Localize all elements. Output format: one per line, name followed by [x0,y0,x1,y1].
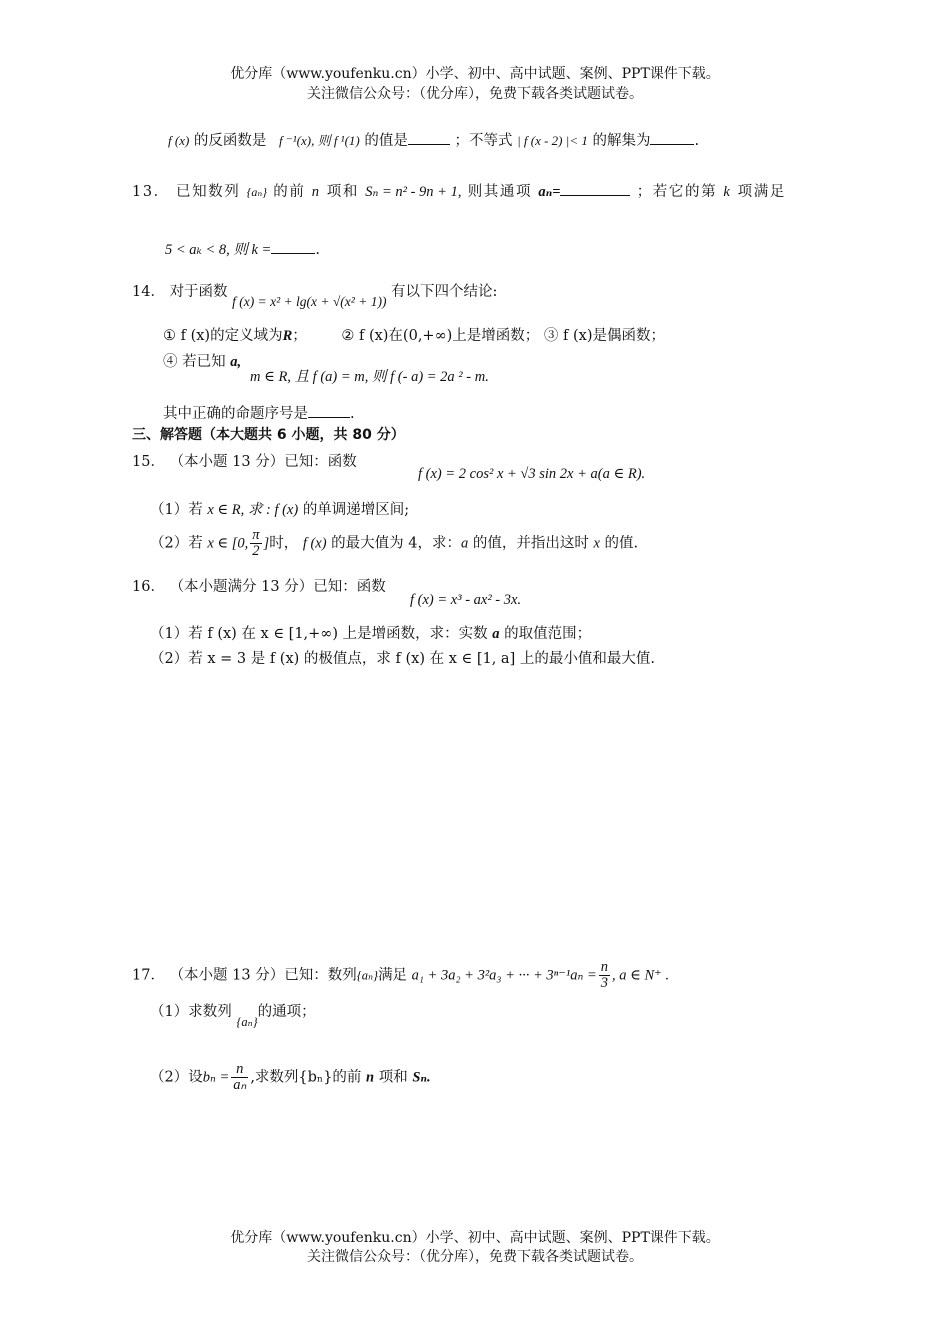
q14-conclusion-1: ① f (x)的定义域为 [163,328,283,344]
q17-part-2-frac-numerator: n [231,1062,248,1078]
q13-text-5: ；若它的第 [636,184,718,200]
q17-n-over-3 [599,960,610,991]
q15-text-1: （本小题 13 分）已知：函数 [169,454,357,470]
q13-k: k [723,184,732,200]
q16-part-2-label: （2）若 [150,651,203,667]
q17-sequence: {aₙ} [356,968,379,983]
q12-inverse: f ⁻¹(x), 则 f ¹(1) [279,133,360,148]
q14-conclusion-3: ③ f (x)是偶函数； [543,328,665,344]
q14-conclusion-1-end: ； [292,328,307,344]
q12-text-3: ；不等式 [454,133,513,149]
q15-part-2-text-1: 的最大值为 4，求： [331,535,462,552]
q15-part-2-when: 时， [269,535,299,552]
q17-text-1: （本小题 13 分）已知：数列 [169,967,357,984]
q13-sequence: {aₙ} [246,185,268,199]
q15-function: f (x) = 2 cos² x + √3 sin 2x + a(a ∈ R). [418,466,646,482]
q13-blank-1 [560,181,630,196]
q17-part-2 [150,1062,431,1093]
q17-part-1 [150,1003,316,1029]
q17-part-2-bn: bₙ = [202,1069,230,1086]
q17-part-2-text-1: ,求数列{bₙ}的前 [250,1069,362,1086]
q14-line-4: 其中正确的命题序号是 . [163,403,355,423]
footer-line-2: 关注微信公众号：（优分库），免费下载各类试题试卷。 [307,1249,643,1265]
q14-text-1: 对于函数 [169,284,228,300]
q14-var-a: a, [230,354,242,370]
q17-condition: , a ∈ N⁺ . [612,967,670,984]
q15-part-2-a: a [461,535,469,552]
q15-part-2 [150,528,638,559]
q15-part-1 [150,501,409,519]
q14-line-2 [163,327,665,345]
q13-an: aₙ= [538,184,561,200]
q16-part-1-a: a [492,626,500,642]
q13-text-3: 项和 [326,184,359,200]
q15-part-1-math: x ∈ R, 求 : f (x) [207,502,299,518]
q15-part-2-fx: f (x) [302,535,327,552]
q15-part-1-text: 的单调递增区间; [302,502,410,518]
q14-conclusion-2: ② f (x)在(0,+∞)上是增函数； [341,328,540,344]
q15-part-2-text-3: 的值. [604,535,639,552]
footer-line-1: 优分库（www.youfenku.cn）小学、初中、高中试题、案例、PPT课件下载。 [230,1230,720,1246]
q16-part-1-label: （1）若 [150,626,203,642]
header-line-1: 优分库（www.youfenku.cn）小学、初中、高中试题、案例、PPT课件下载。 [230,66,720,82]
q15-part-2-text-2: 的值，并指出这时 [472,535,589,552]
section-3-heading: 三、解答题（本大题共 6 小题，共 80 分） [132,427,405,443]
q17-line-1 [132,960,669,991]
q12-blank-2 [650,130,694,145]
q16-part-1-end: 的取值范围； [504,626,592,642]
q16-part-2 [150,650,655,668]
q17-frac-numerator: n [600,959,609,975]
q15-part-2-x: x [593,535,600,552]
q17-part-1-text: 的通项； [257,1004,316,1020]
q17-part-2-frac-denominator: aₙ [233,1077,247,1094]
q16-function: f (x) = x³ - ax² - 3x. [410,592,522,608]
q13-text-6: 项满足 [737,184,786,200]
q14-function: f (x) = x² + lg(x + √(x² + 1)) [232,294,387,309]
q12-fx: f (x) [168,133,190,148]
q14-blank [308,403,350,418]
q12-line: f (x) 的反函数是 f ⁻¹(x), 则 f ¹(1) 的值是 ；不等式 | f (x - 2) |< 1 的解集为 . [168,130,699,150]
q12-text-1: 的反函数是 [193,133,267,149]
q15-part-2-bracket: ] [263,535,270,552]
q14-number: 14． [132,284,165,300]
q16-part-1-text: f (x) 在 x ∈ [1,+∞) 上是增函数，求：实数 [207,626,488,642]
q15-number: 15． [132,454,165,470]
q16-part-2-text: x = 3 是 f (x) 的极值点，求 f (x) 在 x ∈ [1, a] 上的最小值和最大值. [207,651,655,667]
q13-text-2: 的前 [273,184,306,200]
q14-conclusion-4-formula: m ∈ R, 且 f (a) = m, 则 f (- a) = 2a ² - m. [250,369,489,385]
q13-blank-2 [271,239,315,254]
q12-text-4: 的解集为 [592,133,651,149]
q16-number: 16． [132,579,165,595]
q17-text-2: 满足 [378,967,408,984]
q15-part-2-label: （2）若 [150,535,203,552]
q17-part-1-label: （1）求数列 [150,1004,232,1020]
q15-part-1-label: （1）若 [150,502,203,518]
q17-frac-denominator: 3 [600,975,609,992]
header-line-2: 关注微信公众号：（优分库），免费下载各类试题试卷。 [307,86,643,102]
q13-line-2: 5 < aₖ < 8, 则 k = . [165,239,320,259]
q13-text-1: 已知数列 [175,184,241,200]
q17-n-over-an [231,1062,248,1093]
q16-line-1 [132,578,386,596]
q17-number: 17． [132,967,165,984]
q14-line-3 [163,353,241,371]
q17-part-2-label: （2）设 [150,1069,203,1086]
q14-text-2: 有以下四个结论: [391,284,498,300]
q14-line-1 [132,283,498,309]
q12-text-2: 的值是 [364,133,408,149]
q16-text-1: （本小题满分 13 分）已知：函数 [169,579,386,595]
q17-part-2-n: n [366,1069,375,1086]
q17-part-2-Sn: Sₙ. [412,1069,431,1086]
q15-line-1 [132,453,357,471]
q17-part-1-sequence: {aₙ} [236,1015,258,1029]
q17-part-2-text-2: 项和 [378,1069,408,1086]
q15-pi-over-2 [250,528,261,559]
q12-blank-1 [408,130,450,145]
q12-inequality: | f (x - 2) |< 1 [517,133,588,148]
q14-text-3: 其中正确的命题序号是 [163,406,308,422]
q13-text-4: 则其通项 [467,184,533,200]
q15-part-2-interval: x ∈ [0, [207,535,249,552]
q13-line-1 [132,181,786,201]
q13-n: n [311,184,321,200]
q17-formula: a₁ + 3a₂ + 3²a₃ + ··· + 3ⁿ⁻¹aₙ = [411,967,597,984]
q15-frac-denominator: 2 [252,543,260,560]
q13-formula: Sₙ = n² - 9n + 1, [365,184,462,200]
q13-condition: 5 < aₖ < 8, 则 k = [165,242,272,258]
q14-conclusion-4: ④ 若已知 [163,354,226,370]
q13-number: 13． [132,184,170,200]
q16-part-1 [150,625,591,643]
q15-frac-numerator: π [252,527,260,543]
q14-domain-R: R [282,328,293,344]
